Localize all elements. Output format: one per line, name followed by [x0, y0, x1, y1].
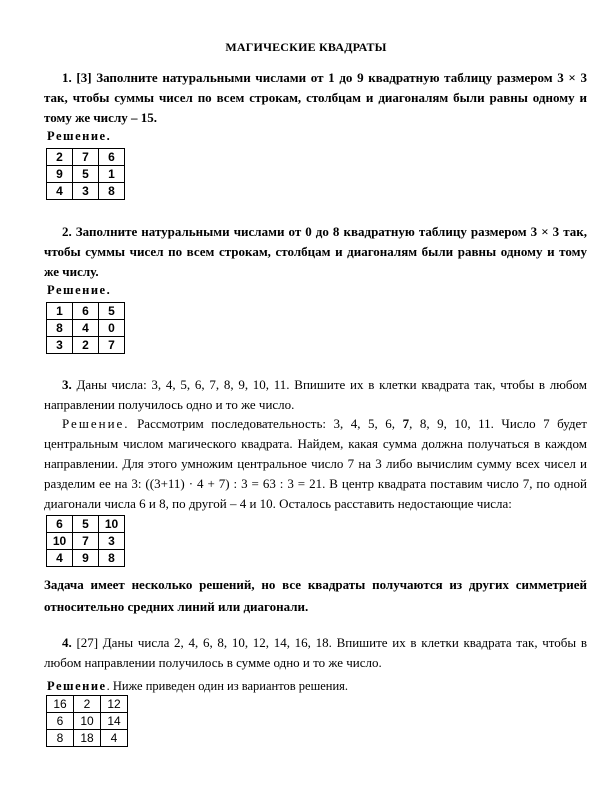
grid-cell: 2 [74, 696, 101, 713]
grid-cell: 7 [99, 337, 125, 354]
grid-cell: 9 [47, 166, 73, 183]
problem-3-note: Задача имеет несколько решений, но все квадраты получаются из других симметрией относительно средних линий или диагонали. [44, 577, 587, 614]
grid-cell: 1 [47, 303, 73, 320]
grid-cell: 4 [73, 320, 99, 337]
grid-cell: 8 [47, 730, 74, 747]
grid-cell: 10 [47, 533, 73, 550]
grid-cell: 5 [99, 303, 125, 320]
problem-4-solution-text: . Ниже приведен один из вариантов решения. [106, 679, 349, 693]
grid-cell: 1 [99, 166, 125, 183]
grid-row [47, 183, 125, 200]
grid-cell: 2 [47, 149, 73, 166]
grid-cell: 2 [73, 337, 99, 354]
grid-cell: 4 [47, 550, 73, 567]
problem-3-magic-square [46, 515, 125, 567]
grid-cell: 8 [47, 320, 73, 337]
problem-2-text [44, 222, 587, 282]
grid-row [47, 516, 125, 533]
grid-cell: 18 [74, 730, 101, 747]
problem-2-solution-label: Решение. [47, 283, 112, 297]
problem-2-number: 2. [62, 224, 72, 239]
grid-cell: 12 [101, 696, 128, 713]
grid-cell: 5 [73, 166, 99, 183]
problem-4-magic-square [46, 695, 128, 747]
grid-cell: 6 [47, 713, 74, 730]
problem-3-solution-label: Решение. [62, 416, 130, 431]
problem-3-solution-text-a: Рассмотрим последовательность: 3, 4, 5, 6, [129, 416, 403, 431]
problem-4-solution [47, 676, 590, 696]
grid-cell: 10 [99, 516, 125, 533]
grid-cell: 16 [47, 696, 74, 713]
grid-cell: 3 [73, 183, 99, 200]
grid-row [47, 166, 125, 183]
grid-row [47, 550, 125, 567]
grid-cell: 3 [47, 337, 73, 354]
problem-1-text [44, 68, 587, 128]
problem-3-solution [44, 414, 587, 514]
grid-cell: 10 [74, 713, 101, 730]
problem-3-solution-text-b: , 8, 9, 10, 11. Число 7 будет центральным числом магического квадрата. Найдем, какая сумма должна получаться в каждом направлении. Для этого умножим центральное число 7 на 3 либо вычислим сумму всех чисел и разделим ее на 3: ((3+11) · 4 + 7) : 3 = 63 : 3 = 21. В центр квадрата поставим число 7, по одной диагонали числа 6 и 8, по другой – 4 и 10. Осталось расставить недостающие числа: [44, 416, 587, 511]
grid-row [47, 149, 125, 166]
grid-row [47, 303, 125, 320]
problem-3-text [44, 375, 587, 415]
grid-cell: 7 [73, 149, 99, 166]
grid-cell: 5 [73, 516, 99, 533]
grid-row [47, 320, 125, 337]
grid-cell: 4 [101, 730, 128, 747]
problem-2-magic-square [46, 302, 125, 354]
grid-cell: 6 [47, 516, 73, 533]
problem-1-statement: [3] Заполните натуральными числами от 1 до 9 квадратную таблицу размером 3 × 3 так, чтобы суммы чисел по всем строкам, столбцам и диагоналям были равны одному и тому же числу – 15. [44, 70, 587, 125]
grid-cell: 8 [99, 183, 125, 200]
grid-cell: 7 [73, 533, 99, 550]
grid-cell: 0 [99, 320, 125, 337]
grid-cell: 14 [101, 713, 128, 730]
page-title: МАГИЧЕСКИЕ КВАДРАТЫ [225, 40, 387, 54]
problem-3-statement: Даны числа: 3, 4, 5, 6, 7, 8, 9, 10, 11. Впишите их в клетки квадрата так, чтобы в любом направлении получилось одно и то же число. [44, 377, 587, 412]
problem-4-solution-label: Решение [47, 679, 107, 693]
problem-3-solution-bold: 7 [402, 416, 410, 431]
problem-4-number: 4. [62, 635, 72, 650]
problem-4-text [44, 633, 587, 673]
problem-2-statement: Заполните натуральными числами от 0 до 8 квадратную таблицу размером 3 × 3 так, чтобы суммы чисел по всем строкам, столбцам и диагоналям были равны одному и тому же числу. [44, 224, 587, 279]
grid-cell: 9 [73, 550, 99, 567]
grid-cell: 4 [47, 183, 73, 200]
grid-row [47, 713, 128, 730]
grid-row [47, 337, 125, 354]
grid-row [47, 696, 128, 713]
problem-1-solution-label: Решение. [47, 129, 112, 143]
problem-1-magic-square [46, 148, 125, 200]
grid-cell: 6 [99, 149, 125, 166]
problem-3-number: 3. [62, 377, 72, 392]
grid-cell: 6 [73, 303, 99, 320]
grid-cell: 3 [99, 533, 125, 550]
grid-row [47, 533, 125, 550]
problem-1-number: 1. [62, 70, 72, 85]
problem-4-statement: [27] Даны числа 2, 4, 6, 8, 10, 12, 14, 16, 18. Впишите их в клетки квадрата так, чтобы в любом направлении получилось в сумме одно и то же число. [44, 635, 587, 670]
grid-row [47, 730, 128, 747]
grid-cell: 8 [99, 550, 125, 567]
